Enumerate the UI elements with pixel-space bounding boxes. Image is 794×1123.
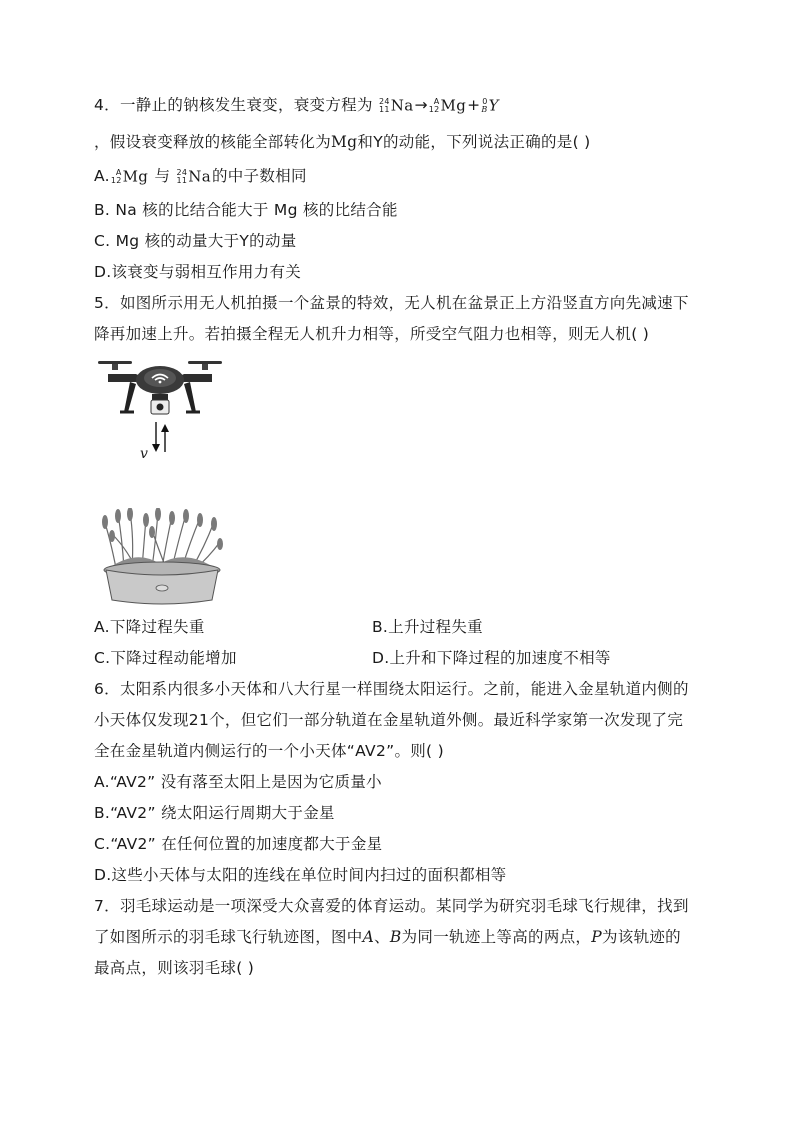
q4-option-c: C. Mg 核的动量大于Y的动量 xyxy=(94,232,297,250)
velocity-label: v xyxy=(140,446,149,462)
q4-option-a: A. A 12 Mg 与 24 11 Na的中子数相同 xyxy=(94,167,307,186)
q5-stem-line2: 降再加速上升。若拍摄全程无人机升力相等，所受空气阻力也相等，则无人机( ) xyxy=(94,325,650,343)
q6-option-b: B.“AV2” 绕太阳运行周期大于金星 xyxy=(94,804,335,822)
arrow-symbol: → xyxy=(414,96,428,114)
q5-option-a: A.下降过程失重 xyxy=(94,618,205,636)
q4-option-d: D.该衰变与弱相互作用力有关 xyxy=(94,263,302,281)
q5-option-b: B.上升过程失重 xyxy=(372,618,483,636)
drone-illustration xyxy=(96,352,226,462)
q6-option-a: A.“AV2” 没有落至太阳上是因为它质量小 xyxy=(94,773,382,791)
mg-nuclide: A 12 Mg xyxy=(428,96,467,115)
q4-option-b: B. Na 核的比结合能大于 Mg 核的比结合能 xyxy=(94,201,398,219)
q5-option-c: C.下降过程动能增加 xyxy=(94,649,237,667)
q6-stem-line3: 全在金星轨道内侧运行的一个小天体“AV2”。则( ) xyxy=(94,742,444,760)
q4-stem-line2: ，假设衰变释放的核能全部转化为Mg和Y的动能，下列说法正确的是( ) xyxy=(94,133,591,151)
q5-option-d: D.上升和下降过程的加速度不相等 xyxy=(372,649,611,667)
q7-stem-line1: 7．羽毛球运动是一项深受大众喜爱的体育运动。某同学为研究羽毛球飞行规律，找到 xyxy=(94,897,689,915)
q6-option-c: C.“AV2” 在任何位置的加速度都大于金星 xyxy=(94,835,383,853)
q6-option-d: D.这些小天体与太阳的连线在单位时间内扫过的面积都相等 xyxy=(94,866,507,884)
q6-stem-line2: 小天体仅发现21个，但它们一部分轨道在金星轨道外侧。最近科学家第一次发现了完 xyxy=(94,711,684,729)
q7-stem-line2: 了如图所示的羽毛球飞行轨迹图，图中A、B为同一轨迹上等高的两点，P为该轨迹的 xyxy=(94,928,681,946)
bonsai-pot-illustration xyxy=(96,508,226,608)
y-nuclide: 0 B Y xyxy=(481,96,499,115)
na-nuclide: 24 11 Na xyxy=(379,96,414,115)
q4-stem-line1: 4．一静止的钠核发生衰变，衰变方程为 24 11 Na→ A 12 Mg+ 0 B Y xyxy=(94,96,499,115)
q7-stem-line3: 最高点，则该羽毛球( ) xyxy=(94,959,255,977)
q6-stem-line1: 6．太阳系内很多小天体和八大行星一样围绕太阳运行。之前，能进入金星轨道内侧的 xyxy=(94,680,689,698)
q5-stem-line1: 5．如图所示用无人机拍摄一个盆景的特效，无人机在盆景正上方沿竖直方向先减速下 xyxy=(94,294,689,312)
